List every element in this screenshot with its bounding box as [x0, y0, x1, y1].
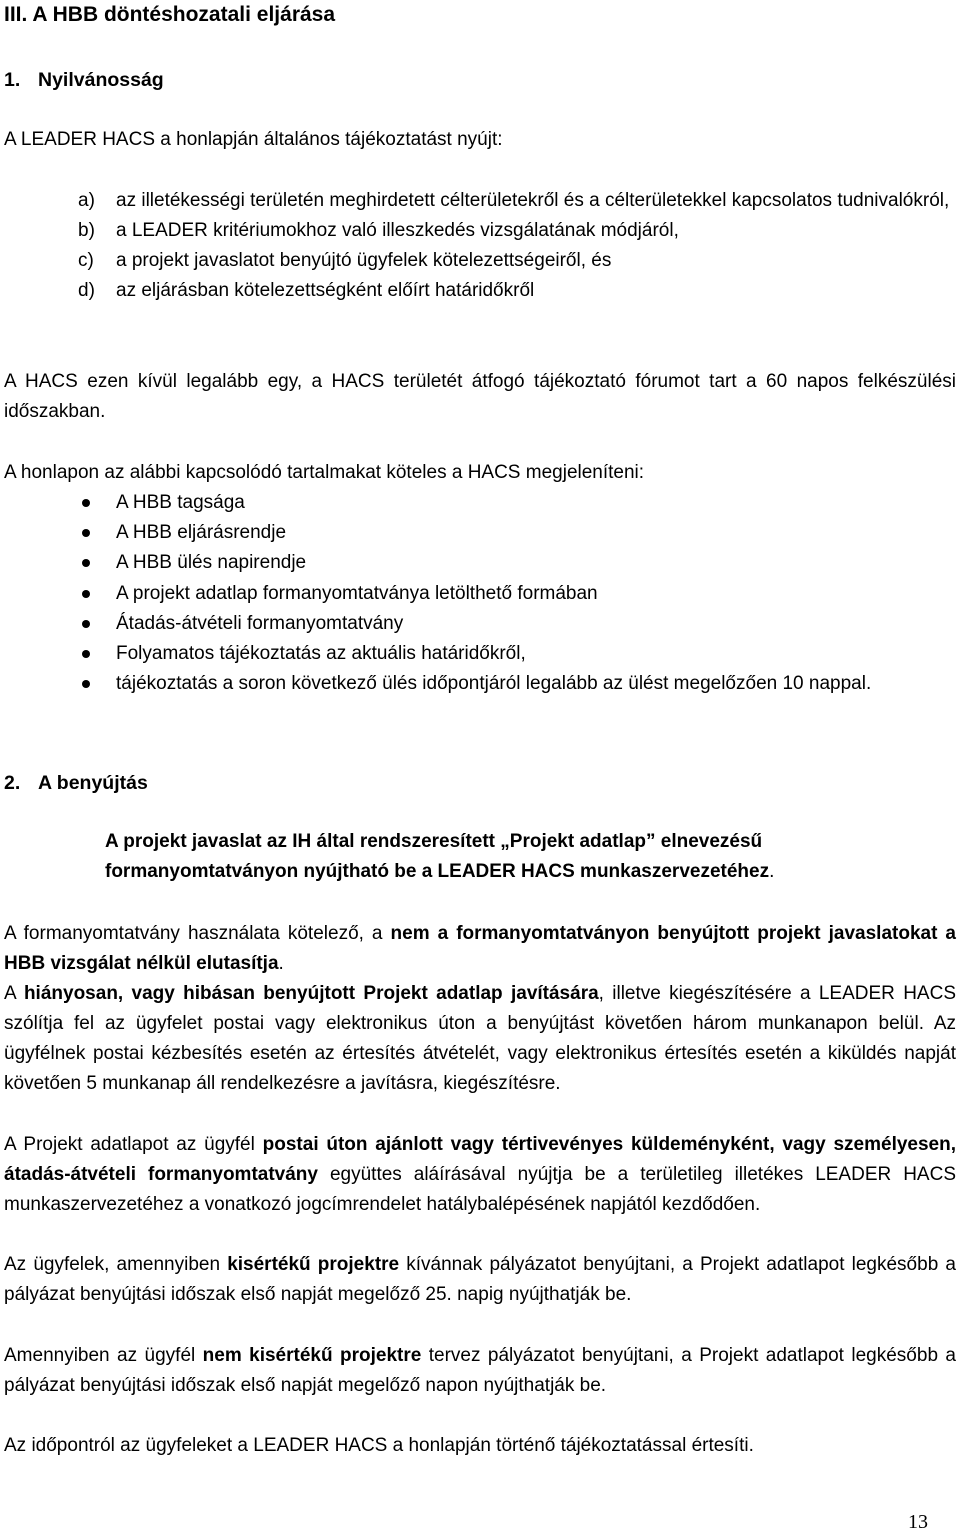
list-item-text: az illetékességi területén meghirdetett célterületekről és a célterületekkel kapcsolatos tudnivalókról, [116, 190, 950, 211]
list-item-label: c) [78, 250, 94, 271]
bullet-text: Folyamatos tájékoztatás az aktuális határidőkről, [116, 642, 526, 664]
bullet-icon [82, 559, 90, 567]
bullet-item [78, 579, 956, 609]
list-item-text: az eljárásban kötelezettségként előírt határidőkről [116, 280, 535, 301]
bullet-item [78, 639, 956, 669]
text-run: A Projekt adatlapot az ügyfél [4, 1134, 263, 1155]
list-item [78, 216, 956, 246]
page-number: 13 [908, 1511, 928, 1533]
bullet-icon [82, 499, 90, 507]
text-run: tervez pályázatot benyújtani, a Projekt adatlapot legkésőbb a pályázat benyújtási időszak első napját megelőző napon nyújthatják be. [4, 1345, 956, 1396]
bold-statement-end: . [769, 861, 775, 882]
list-item-text: a LEADER kritériumokhoz való illeszkedés vizsgálatának módjáról, [116, 220, 679, 241]
subsection-heading-2 [4, 768, 956, 798]
section-title: III. A HBB döntéshozatali eljárása [4, 3, 336, 26]
paragraph-submission [4, 1130, 956, 1220]
list-item [78, 186, 956, 216]
bullet-item [78, 518, 956, 548]
subsection-title: Nyilvánosság [38, 69, 164, 91]
text-run: A formanyomtatvány használata kötelező, a [4, 923, 391, 944]
bullet-icon [82, 620, 90, 628]
subsection-title: A benyújtás [38, 772, 148, 794]
text-run: , illetve kiegészítésére a LEADER HACS szólítja fel az ügyfelet postai vagy elektronikus úton a benyújtást követően három munkanapon belül. Az ügyfélnek postai kézbesítés esetén az értesítés átvételét, vagy elektronikus értesítés esetén a kiküldés napját követően 5 munkanap áll rendelkezésre a javításra, kiegészítésre. [4, 983, 956, 1094]
text-run: együttes aláírásával nyújtja be a területileg illetékes LEADER HACS munkaszervezetéhez a vonatkozó jogcímrendelet hatálybalépésének napjától kezdődően. [4, 1164, 956, 1215]
list-item-label: a) [78, 190, 95, 211]
bullet-icon [82, 590, 90, 598]
list-item-label: b) [78, 220, 95, 241]
bullet-text: tájékoztatás a soron következő ülés időpontjáról legalább az ülést megelőzően 10 nappal. [116, 673, 872, 695]
text-run-bold: hiányosan, vagy hibásan benyújtott Projekt adatlap javítására [23, 983, 599, 1004]
bullet-text: A HBB ülés napirendje [116, 552, 307, 574]
text-run: . [278, 953, 284, 974]
content-intro: A honlapon az alábbi kapcsolódó tartalmakat köteles a HACS megjeleníteni: [4, 462, 645, 483]
text-run: kívánnak pályázatot benyújtani, a Projekt adatlapot legkésőbb a pályázat benyújtási időszak első napját megelőző 25. napig nyújthatják be. [4, 1254, 956, 1305]
list-item-text: a projekt javaslatot benyújtó ügyfelek kötelezettségeiről, és [116, 250, 612, 271]
bullet-item [78, 609, 956, 639]
paragraph-form-usage [4, 919, 956, 979]
bullet-item [78, 669, 956, 729]
bullet-icon [82, 529, 90, 537]
text-run: Amennyiben az ügyfél [4, 1345, 203, 1366]
text-run-bold: nem kisértékű projektre [202, 1345, 422, 1366]
text-run-bold: nem a formanyomtatványon benyújtott projekt javaslatokat a HBB vizsgálat nélkül elutasítja [4, 923, 956, 974]
bullet-list [78, 488, 956, 729]
text-run-bold: kisértékű projektre [227, 1254, 400, 1275]
bold-statement [105, 827, 956, 887]
bullet-item [78, 488, 956, 518]
bullet-text: A projekt adatlap formanyomtatványa letölthető formában [116, 582, 598, 604]
bullet-item [78, 548, 956, 578]
paragraph-large-project [4, 1341, 956, 1401]
bullet-text: A HBB eljárásrendje [116, 522, 287, 544]
bullet-text: A HBB tagsága [116, 492, 245, 513]
paragraph-small-project [4, 1250, 956, 1310]
intro-paragraph: A LEADER HACS a honlapján általános tájékoztatást nyújt: [4, 129, 503, 150]
text-run: Az ügyfelek, amennyiben [4, 1254, 228, 1275]
bullet-icon [82, 680, 90, 688]
paragraph-correction [4, 979, 956, 1099]
subsection-number: 1. [4, 69, 21, 91]
subsection-heading-1 [4, 65, 956, 95]
list-item [78, 246, 956, 276]
text-run: A [4, 983, 24, 1004]
bullet-text: Átadás-átvételi formanyomtatvány [116, 612, 404, 634]
list-item-label: d) [78, 280, 95, 301]
bullet-icon [82, 650, 90, 658]
forum-paragraph: A HACS ezen kívül legalább egy, a HACS területét átfogó tájékoztató fórumot tart a 60 napos felkészülési időszakban. [4, 371, 956, 422]
bold-statement-text: A projekt javaslat az IH által rendszeresített „Projekt adatlap” elnevezésű formanyomtatványon nyújtható be a LEADER HACS munkaszervezetéhez [105, 831, 770, 882]
final-paragraph: Az időpontról az ügyfeleket a LEADER HACS a honlapján történő tájékoztatással értesíti. [4, 1435, 754, 1456]
text-run-bold: postai úton ajánlott vagy tértivevényes küldeményként, vagy személyesen, átadás-átvételi formanyomtatvány [4, 1134, 956, 1185]
lettered-list [78, 186, 956, 306]
list-item [78, 276, 956, 306]
subsection-number: 2. [4, 772, 21, 794]
